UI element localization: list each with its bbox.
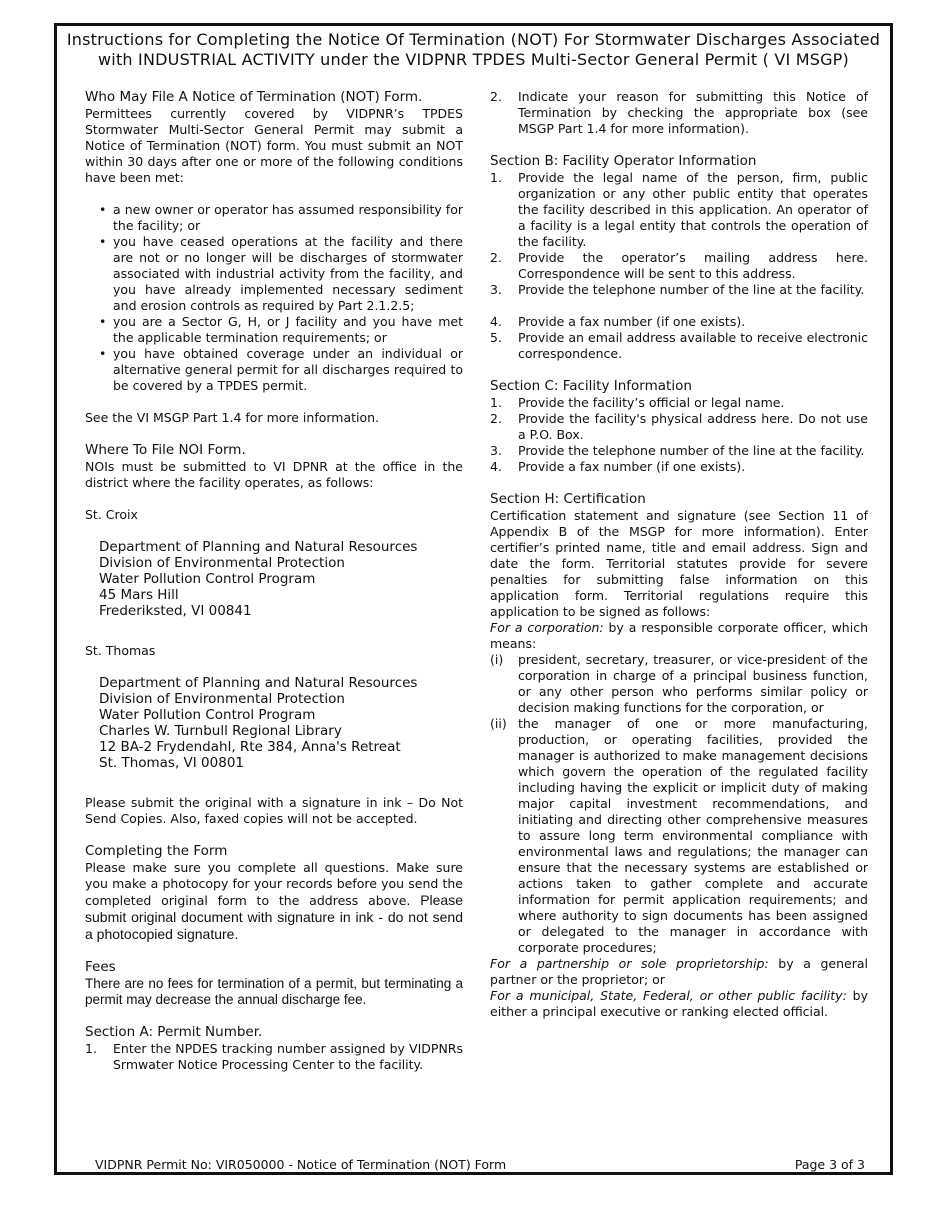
address-line: Frederiksted, VI 00841 [99, 603, 252, 619]
list-item [490, 314, 868, 330]
section-a-list [85, 1041, 463, 1073]
address-line: Charles W. Turnbull Regional Library [99, 723, 342, 739]
address-line: Water Pollution Control Program [99, 707, 316, 723]
list-item [490, 411, 868, 443]
list-item [85, 1041, 463, 1073]
item-text: Provide a fax number (if one exists). [518, 459, 746, 474]
footer-page-number: Page 3 of 3 [794, 1157, 865, 1172]
list-item [490, 459, 868, 475]
fees-paragraph: There are no fees for termination of a permit, but terminating a permit may decrease the annual discharge fee. [85, 976, 463, 1007]
address-line: Department of Planning and Natural Resources [99, 539, 418, 555]
item-number: 3. [490, 282, 502, 297]
item-text: Enter the NPDES tracking number assigned by VIDPNRs Srmwater Notice Processing Center to the facility. [113, 1041, 463, 1072]
list-item: • you have ceased operations at the facility and there are not or no longer will be discharges of stormwater associated with industrial activity from the facility, and you have already implemented necessary sediment and erosion controls as required by Part 2.1.2.5; [85, 234, 463, 314]
list-item: • a new owner or operator has assumed responsibility for the facility; or [85, 202, 463, 234]
section-a-list-continued [490, 89, 868, 137]
item-number: (i) [490, 652, 504, 667]
page-title [57, 30, 890, 70]
address-line: 12 BA-2 Frydendahl, Rte 384, Anna's Retreat [99, 739, 401, 755]
partnership-text: by a general partner or the proprietor; or [490, 956, 869, 987]
item-text: Provide the facility’s official or legal name. [518, 395, 785, 410]
where-to-file-heading: Where To File NOI Form. [85, 442, 246, 458]
list-item [490, 282, 868, 298]
item-text: Provide a fax number (if one exists). [518, 314, 746, 329]
corporation-text: by a responsible corporate officer, which means: [490, 620, 869, 651]
item-text: Provide an email address available to receive electronic correspondence. [518, 330, 868, 361]
municipal-paragraph [490, 988, 868, 1020]
list-item [490, 330, 868, 362]
submit-original-note: Please submit the original with a signature in ink – Do Not Send Copies. Also, faxed copies will not be accepted. [85, 795, 463, 826]
address-line: St. Thomas, VI 00801 [99, 755, 244, 771]
fees-heading: Fees [85, 959, 116, 975]
right-column [490, 89, 868, 1020]
item-number: 3. [490, 443, 502, 458]
section-c-heading: Section C: Facility Information [490, 378, 692, 394]
item-number: 4. [490, 459, 502, 474]
municipal-text: by either a principal executive or ranking elected official. [490, 988, 868, 1019]
item-text: president, secretary, treasurer, or vice-president of the corporation in charge of a principal business function, or any other person who performs similar policy or decision making functions for the corporation, or [518, 652, 868, 715]
address-line: Department of Planning and Natural Resources [99, 675, 418, 691]
municipal-label: For a municipal, State, Federal, or other public facility: [490, 988, 847, 1003]
partnership-paragraph [490, 956, 868, 988]
list-item [490, 170, 868, 250]
st-thomas-address [85, 675, 463, 771]
item-text: Provide the operator’s mailing address here. Correspondence will be sent to this address. [518, 250, 868, 281]
section-b-list [490, 170, 868, 362]
item-number: 1. [85, 1041, 97, 1056]
title-line-1: Instructions for Completing the Notice Of Termination (NOT) For Stormwater Discharges Associated [66, 30, 881, 49]
footer-permit-label: VIDPNR Permit No: VIR050000 - Notice of Termination (NOT) Form [95, 1157, 507, 1172]
st-thomas-label: St. Thomas [85, 643, 156, 658]
item-text: the manager of one or more manufacturing, production, or operating facilities, provided the manager is authorized to make management decisions which govern the operation of the regulated facility including having the explicit or implicit duty of making major capital investment recommendations, and initiating and directing other comprehensive measures to assure long term environmental compliance with environmental laws and regulations; the manager can ensure that the necessary systems are established or actions taken to gather complete and accurate information for permit application requirements; and where authority to sign documents has been assigned or delegated to the manager in accordance with corporate procedures; [518, 716, 868, 955]
section-h-heading: Section H: Certification [490, 491, 646, 507]
item-text: Provide the telephone number of the line at the facility. [518, 282, 865, 297]
address-line: Division of Environmental Protection [99, 691, 345, 707]
item-number: 2. [490, 411, 502, 426]
left-column [85, 89, 463, 1073]
section-c-list [490, 395, 868, 475]
list-item [490, 443, 868, 459]
section-b-heading: Section B: Facility Operator Information [490, 153, 757, 169]
item-text: Indicate your reason for submitting this Notice of Termination by checking the appropriate box (see MSGP Part 1.4 for more information). [518, 89, 868, 136]
partnership-label: For a partnership or sole proprietorship: [490, 956, 769, 971]
who-may-file-heading: Who May File A Notice of Termination (NOT) Form. [85, 89, 423, 105]
address-line: 45 Mars Hill [99, 587, 179, 603]
list-item [490, 250, 868, 282]
completing-form-paragraph [85, 860, 463, 943]
corporation-paragraph [490, 620, 868, 652]
item-number: 2. [490, 250, 502, 265]
corporation-officer-list [490, 652, 868, 956]
item-number: 1. [490, 170, 502, 185]
item-number: 2. [490, 89, 502, 104]
section-a-heading: Section A: Permit Number. [85, 1024, 263, 1040]
list-item [490, 89, 868, 137]
completing-form-heading: Completing the Form [85, 843, 228, 859]
see-more-note: See the VI MSGP Part 1.4 for more information. [85, 410, 380, 425]
certification-paragraph: Certification statement and signature (see Section 11 of Appendix B of the MSGP for more information). Enter certifier’s printed name, title and email address. Sign and date the form. Territorial statutes provide for severe penalties for submitting false information on this application form. Territorial regulations require this application to be signed as follows: [490, 508, 868, 619]
completing-form-signature-note: Please submit original document with signature in ink - do not send a photocopied signature. [85, 892, 463, 942]
item-text: Provide the facility's physical address here. Do not use a P.O. Box. [518, 411, 868, 442]
item-number: (ii) [490, 716, 507, 731]
completing-form-text: Please make sure you complete all questions. Make sure you make a photocopy for your records before you send the completed original form to the address above. [85, 860, 463, 908]
list-item: • you have obtained coverage under an individual or alternative general permit for all discharges required to be covered by a TPDES permit. [85, 346, 463, 394]
item-number: 1. [490, 395, 502, 410]
st-croix-label: St. Croix [85, 507, 138, 522]
address-line: Division of Environmental Protection [99, 555, 345, 571]
conditions-list [85, 202, 463, 394]
where-to-file-paragraph: NOIs must be submitted to VI DPNR at the office in the district where the facility operates, as follows: [85, 459, 463, 490]
corporation-label: For a corporation: [490, 620, 604, 635]
title-line-2: with INDUSTRIAL ACTIVITY under the VIDPNR TPDES Multi-Sector General Permit ( VI MSGP) [98, 50, 849, 69]
item-number: 5. [490, 330, 502, 345]
address-line: Water Pollution Control Program [99, 571, 316, 587]
who-may-file-paragraph: Permittees currently covered by VIDPNR’s TPDES Stormwater Multi-Sector General Permit may submit a Notice of Termination (NOT) form. You must submit an NOT within 30 days after one or more of the following conditions have been met: [85, 106, 463, 185]
item-text: Provide the legal name of the person, firm, public organization or any other public entity that operates the facility described in this application. An operator of a facility is a legal entity that controls the operation of the facility. [518, 170, 868, 249]
list-item [490, 395, 868, 411]
list-item: • you are a Sector G, H, or J facility and you have met the applicable termination requirements; or [85, 314, 463, 346]
list-item [490, 716, 868, 956]
list-item [490, 652, 868, 716]
page-frame [54, 23, 893, 1175]
item-number: 4. [490, 314, 502, 329]
item-text: Provide the telephone number of the line at the facility. [518, 443, 865, 458]
st-croix-address [85, 539, 463, 619]
